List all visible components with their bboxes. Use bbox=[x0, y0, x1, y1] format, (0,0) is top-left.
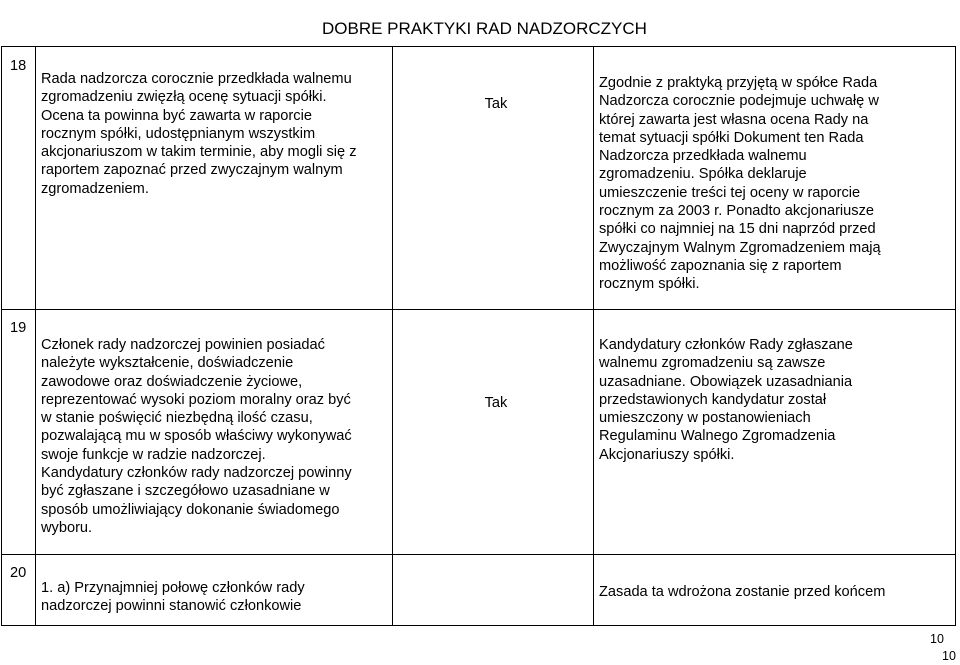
table-left-border bbox=[1, 46, 2, 626]
row-number: 20 bbox=[10, 565, 27, 581]
table-top-border bbox=[1, 46, 956, 47]
comment-text: Zgodnie z praktyką przyjętą w spółce Rada Nadzorcza corocznie podejmuje uchwałę w której zawarta jest własna ocena Rady na temat sytuacji spółki Dokument ten Rada Nadzorcza przedkłada walnemu zgromadzeniu. Spółka deklaruje umieszczenie treści tej oceny w raporcie rocznym za 2003 r. Ponadto akcjonariusze spółki co najmniej na 15 dni naprzód przed Zwyczajnym Walnym Zgromadzeniem mają możliwość zapoznania się z raportem rocznym spółki. bbox=[599, 75, 881, 293]
row-number: 18 bbox=[10, 58, 27, 74]
status-value: Tak bbox=[484, 395, 508, 411]
principle-text: Członek rady nadzorczej powinien posiadać należyte wykształcenie, doświadczenie zawodowe oraz doświadczenie życiowe, reprezentować wysoki poziom moralny oraz być w stanie poświęcić niezbędną ilość czasu, pozwalającą mu w sposób właściwy wykonywać swoje funkcje w radzie nadzorczej. Kandydatury członków rady nadzorczej powinny być zgłaszane i szczegółowo uzasadniane w sposób umożliwiający dokonanie świadomego wyboru. bbox=[41, 337, 352, 536]
comment-text: Zasada ta wdrożona zostanie przed końcem bbox=[599, 584, 886, 600]
column-divider bbox=[593, 46, 594, 626]
table-right-border bbox=[955, 46, 956, 626]
status-value: Tak bbox=[484, 96, 508, 112]
principle-text: Rada nadzorcza corocznie przedkłada walnemu zgromadzeniu zwięzłą ocenę sytuacji spółki. Ocena ta powinna być zawarta w raporcie rocznym spółki, udostępnianym wszystkim akcjonariuszom w takim terminie, aby mogli się z raportem zapoznać przed zwyczajnym walnym zgromadzeniem. bbox=[41, 71, 357, 197]
table-bottom-border bbox=[1, 625, 956, 626]
table-page-number: 10 bbox=[930, 632, 944, 646]
page-title: DOBRE PRAKTYKI RAD NADZORCZYCH bbox=[322, 19, 647, 38]
column-divider bbox=[392, 46, 393, 626]
column-divider bbox=[35, 46, 36, 626]
row-divider bbox=[1, 309, 956, 310]
row-number: 19 bbox=[10, 320, 27, 336]
principle-text: 1. a) Przynajmniej połowę członków rady nadzorczej powinni stanowić członkowie bbox=[41, 580, 305, 615]
page-number: 10 bbox=[942, 649, 956, 663]
comment-text: Kandydatury członków Rady zgłaszane walnemu zgromadzeniu są zawsze uzasadniane. Obowiązek uzasadniania przedstawionych kandydatur został umieszczony w postanowieniach Regulaminu Walnego Zgromadzenia Akcjonariuszy spółki. bbox=[599, 337, 853, 463]
row-divider bbox=[1, 554, 956, 555]
